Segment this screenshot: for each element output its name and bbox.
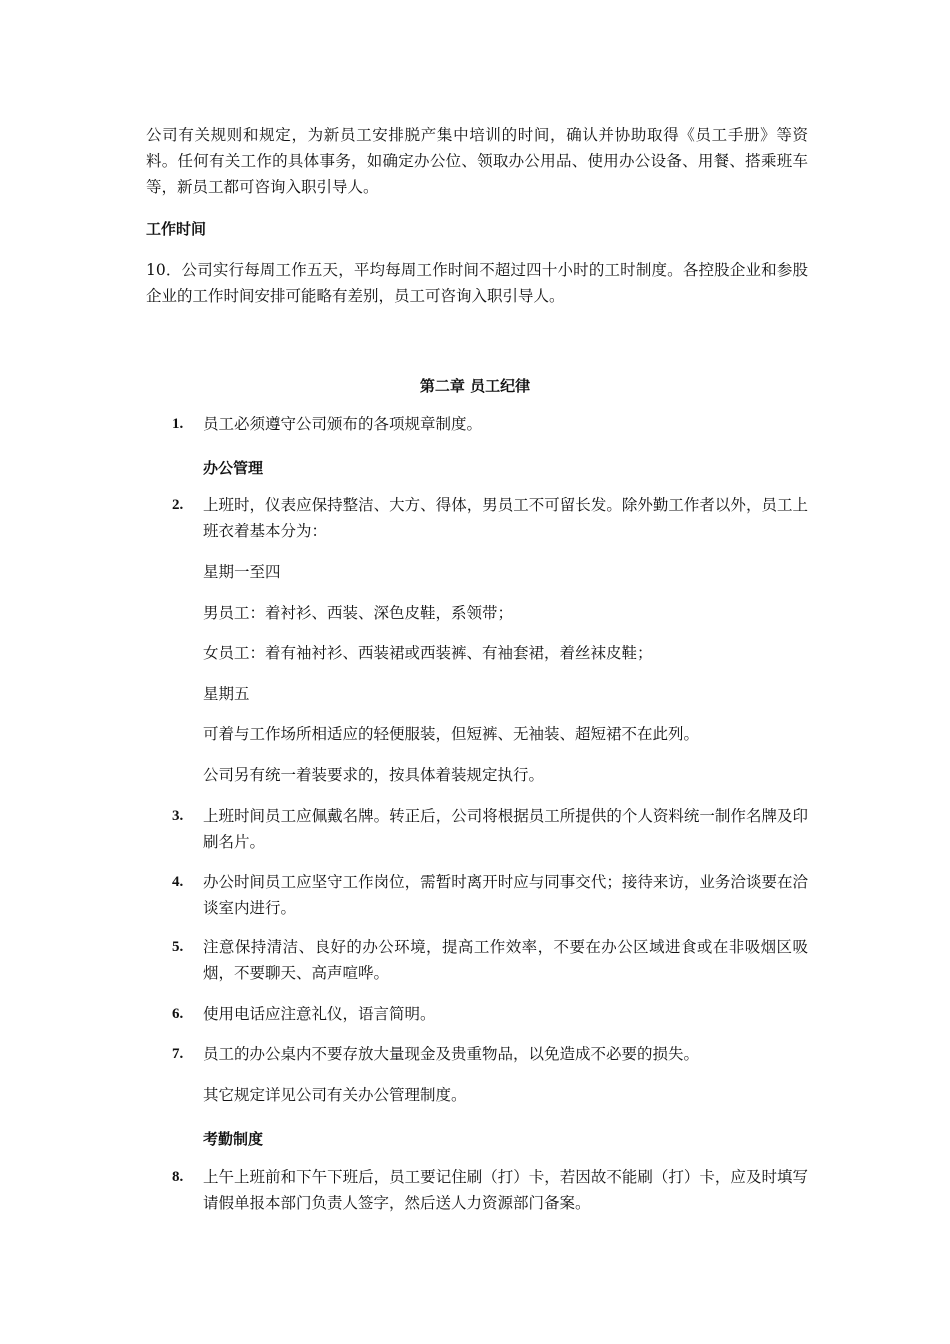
- intro-paragraph: 公司有关规则和规定，为新员工安排脱产集中培训的时间，确认并协助取得《员工手册》等资料。任何有关工作的具体事务，如确定办公位、领取办公用品、使用办公设备、用餐、搭乘班车等，新员工都可咨询入职引导人。: [146, 126, 808, 196]
- work-time-heading: 工作时间: [146, 220, 207, 238]
- work-time-paragraph: 10．公司实行每周工作五天，平均每周工作时间不超过四十小时的工时制度。各控股企业和参股企业的工作时间安排可能略有差别，员工可咨询入职引导人。: [146, 261, 808, 305]
- list-item: [172, 1041, 808, 1067]
- list-item: [172, 411, 808, 437]
- list-item: [172, 1164, 808, 1216]
- item-text: 上班时，仪表应保持整洁、大方、得体，男员工不可留长发。除外勤工作者以外，员工上班衣着基本分为：: [203, 496, 808, 540]
- item-text: 员工的办公桌内不要存放大量现金及贵重物品，以免造成不必要的损失。: [203, 1045, 700, 1063]
- item-number: 4.: [172, 874, 184, 890]
- list-item: [172, 869, 808, 921]
- office-management-heading: 办公管理: [203, 459, 264, 477]
- dress-fri: 星期五: [203, 685, 250, 703]
- item-text: 上班时间员工应佩戴名牌。转正后，公司将根据员工所提供的个人资料统一制作名牌及印刷名片。: [203, 807, 808, 851]
- item-number: 6.: [172, 1006, 184, 1022]
- list-item: [172, 803, 808, 855]
- item-number: 3.: [172, 808, 184, 824]
- item-number: 8.: [172, 1169, 184, 1185]
- other-rules: 其它规定详见公司有关办公管理制度。: [203, 1086, 467, 1104]
- item-text: 上午上班前和下午下班后，员工要记住刷（打）卡，若因故不能刷（打）卡，应及时填写请假单报本部门负责人签字，然后送人力资源部门备案。: [203, 1168, 808, 1212]
- item-number: 5.: [172, 939, 184, 955]
- list-item: [172, 492, 808, 544]
- item-text: 员工必须遵守公司颁布的各项规章制度。: [203, 415, 483, 433]
- dress-male: 男员工：着衬衫、西装、深色皮鞋，系领带；: [203, 604, 514, 622]
- list-item: [172, 934, 808, 986]
- item-text: 注意保持清洁、良好的办公环境，提高工作效率，不要在办公区域进食或在非吸烟区吸烟，不要聊天、高声喧哗。: [203, 938, 808, 982]
- dress-fri-text: 可着与工作场所相适应的轻便服装，但短裤、无袖装、超短裙不在此列。: [203, 725, 700, 743]
- item-number: 2.: [172, 497, 184, 513]
- attendance-heading: 考勤制度: [203, 1130, 264, 1148]
- item-text: 使用电话应注意礼仪，语言简明。: [203, 1005, 436, 1023]
- dress-female: 女员工：着有袖衬衫、西装裙或西装裤、有袖套裙，着丝袜皮鞋；: [203, 644, 653, 662]
- item-number: 7.: [172, 1046, 184, 1062]
- chapter-title: 第二章 员工纪律: [419, 377, 531, 395]
- dress-other: 公司另有统一着装要求的，按具体着装规定执行。: [203, 766, 545, 784]
- list-item: [172, 1001, 808, 1027]
- item-text: 办公时间员工应坚守工作岗位，需暂时离开时应与同事交代；接待来访，业务洽谈要在洽谈室内进行。: [203, 873, 808, 917]
- item-number: 1.: [172, 416, 184, 432]
- dress-mon-thu: 星期一至四: [203, 563, 281, 581]
